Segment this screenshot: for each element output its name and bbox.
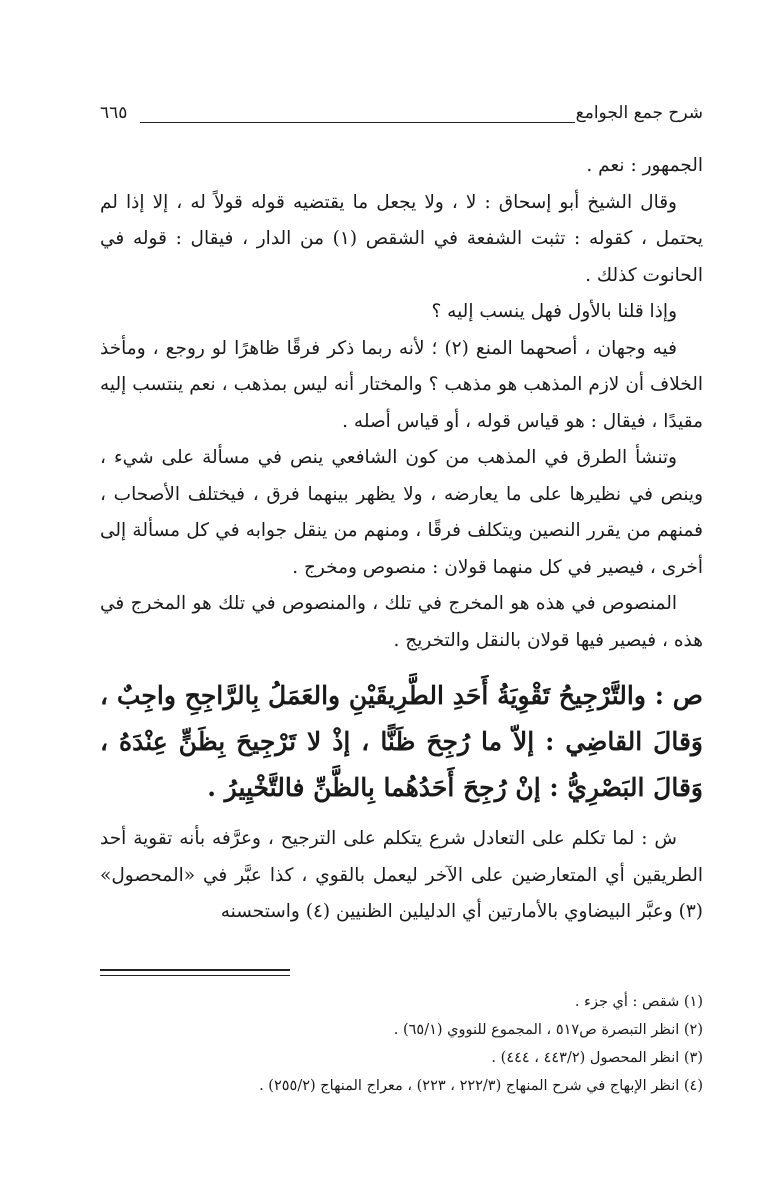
header-title: شرح جمع الجوامع (575, 103, 703, 123)
running-header (100, 103, 703, 129)
page-number: ٦٦٥ (100, 103, 128, 123)
paragraph: فيه وجهان ، أصحهما المنع (٢) ؛ لأنه ربما ذكر فرقًا ظاهرًا لو روجع ، ومأخذ الخلاف أن لازم المذهب هو مذهب ؟ والمختار أنه ليس بمذهب ، نعم ينتسب إليه مقيدًا ، فيقال : هو قياس قوله ، أو قياس أصله . (100, 337, 703, 432)
footnote: (٣) انظر المحصول (٤٤٣/٢ ، ٤٤٤) . (491, 1050, 703, 1066)
footnote: (٤) انظر الإبهاج في شرح المنهاج (٢٢٢/٣ ، ٢٢٣) ، معراج المنهاج (٢٥٥/٢) . (259, 1078, 703, 1094)
footnote: (٢) انظر التبصرة ص٥١٧ ، المجموع للنووي (٦٥/١) . (393, 1022, 703, 1038)
paragraph: ش : لما تكلم على التعادل شرع يتكلم على الترجيح ، وعرَّفه بأنه تقوية أحد الطريقين أي المتعارضين على الآخر ليعمل بالقوي ، كذا عبَّر في «المحصول» (٣) وعبَّر البيضاوي بالأمارتين أي الدليلين الظنيين (٤) واستحسنه (100, 828, 703, 922)
paragraph: الجمهور : نعم . (586, 155, 703, 176)
footnotes (100, 988, 703, 1100)
paragraph: وتنشأ الطرق في المذهب من كون الشافعي ينص في مسألة على شيء ، وينص في نظيرها على ما يعارضه ، ولا يظهر بينهما فرق ، فيختلف الأصحاب ، فمنهم من يقرر النصين ويتكلف فرقًا ، ومنهم من ينقل جوابه في كل مسألة إلى أخرى ، فيصير في كل منهما قولان : منصوص ومخرج . (100, 447, 703, 578)
footnote-rule (100, 969, 290, 971)
footnote-rule-thin (100, 975, 290, 976)
matn-text: ص : والتَّرْجِيحُ تَقْوِيَةُ أَحَدِ الطَّرِيقَيْنِ والعَمَلُ بِالرَّاجِحِ واجِبٌ ، وَقالَ القاضِي : إلاّ ما رُجِحَ ظَنًّا ، إذْ لا تَرْجِيحَ بِظَنٍّ عِنْدَهُ ، وَقالَ البَصْرِيُّ : إنْ رُجِحَ أَحَدُهُما بِالظَّنِّ فالتَّخْيِيرُ . (100, 681, 703, 802)
paragraph: وقال الشيخ أبو إسحاق : لا ، ولا يجعل ما يقتضيه قوله قولاً له ، إلا إذا لم يحتمل ، كقوله : تثبت الشفعة في الشقص (١) من الدار ، فيقال : قوله في الحانوت كذلك . (100, 191, 703, 286)
paragraph: وإذا قلنا بالأول فهل ينسب إليه ؟ (431, 301, 677, 322)
header-rule (140, 122, 575, 123)
footnote: (١) شقص : أي جزء . (574, 994, 703, 1010)
main-text (100, 148, 703, 931)
paragraph: المنصوص في هذه هو المخرج في تلك ، والمنصوص في تلك هو المخرج في هذه ، فيصير فيها قولان بالنقل والتخريج . (100, 593, 703, 651)
